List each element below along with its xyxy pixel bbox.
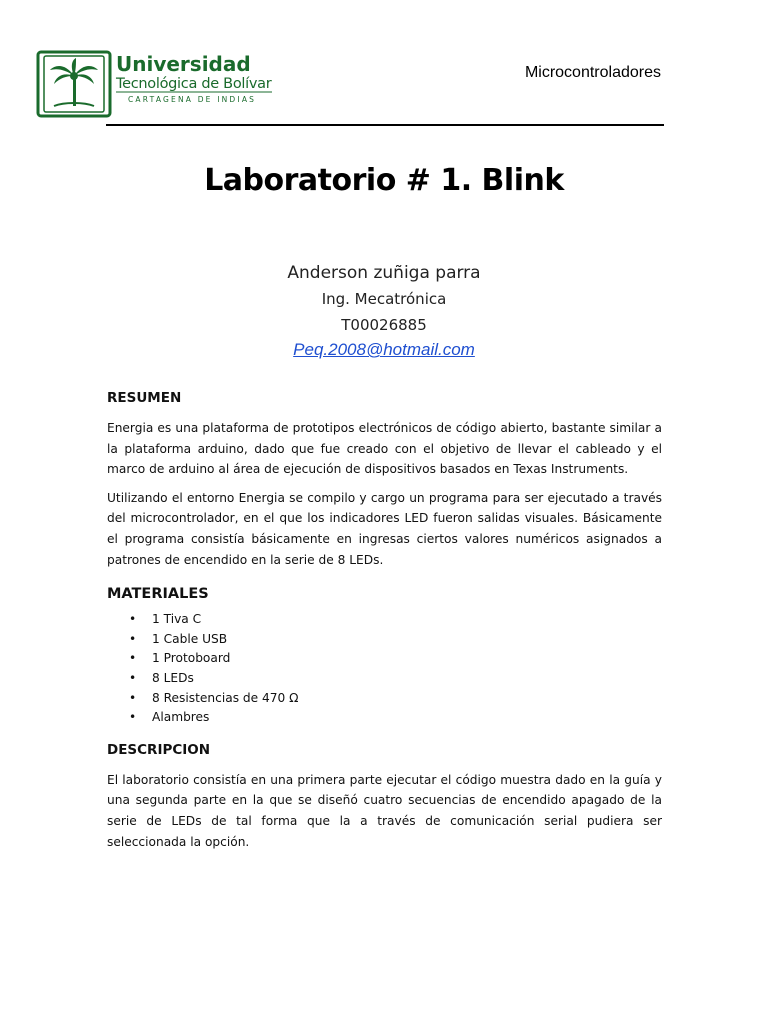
bullet-icon: • [129, 631, 137, 646]
list-item-label: 1 Tiva C [152, 612, 202, 627]
logo-line1: Universidad [116, 52, 251, 76]
palm-tree-emblem [38, 52, 110, 116]
resumen-paragraph-2: Utilizando el entorno Energia se compilo y cargo un programa para ser ejecutado a través del microcontrolador, en el que los indicadores LED fueron salidas visuales. Básicamente el programa consistía básicamente en ingresas ciertos valores numéricos asignados a patrones de encendido en la serie de 8 LEDs. [107, 490, 662, 567]
document-title: Laboratorio # 1. Blink [204, 163, 564, 198]
list-item-label: 8 Resistencias de 470 Ω [152, 690, 299, 705]
list-item [107, 689, 662, 709]
resumen-heading: RESUMEN [107, 390, 182, 406]
list-item [107, 630, 662, 650]
document-body [107, 388, 662, 860]
bullet-icon: • [129, 710, 137, 725]
bullet-icon: • [129, 670, 137, 685]
author-program: Ing. Mecatrónica [321, 290, 447, 308]
resumen-paragraph-1: Energia es una plataforma de prototipos electrónicos de código abierto, bastante similar a la plataforma arduino, dado que fue creado con el objetivo de llevar el cableado y el marco de arduino al área de ejecución de dispositivos basados en Texas Instruments. [107, 421, 662, 477]
bullet-icon: • [129, 651, 137, 666]
logo-line2: Tecnológica de Bolívar [116, 76, 272, 92]
bullet-icon: • [129, 612, 137, 627]
list-item [107, 610, 662, 630]
author-block [0, 260, 768, 362]
materials-list [107, 610, 662, 728]
bullet-icon: • [129, 690, 137, 705]
list-item-label: 1 Protoboard [152, 651, 231, 666]
list-item-label: 8 LEDs [152, 670, 194, 685]
author-id: T00026885 [341, 316, 427, 334]
header-divider [106, 124, 664, 126]
descripcion-heading: DESCRIPCION [107, 741, 211, 758]
author-name: Anderson zuñiga parra [287, 263, 481, 283]
materiales-heading: MATERIALES [107, 586, 209, 603]
author-email-link[interactable]: Peq.2008@hotmail.com [293, 340, 475, 359]
logo-line3: CARTAGENA DE INDIAS [128, 95, 257, 104]
university-logo [36, 50, 276, 118]
list-item [107, 708, 662, 728]
course-name: Microcontroladores [524, 64, 661, 81]
list-item [107, 669, 662, 689]
list-item-label: Alambres [152, 710, 210, 725]
list-item-label: 1 Cable USB [152, 631, 228, 646]
descripcion-paragraph-1: El laboratorio consistía en una primera parte ejecutar el código muestra dado en la guía y una segunda parte en la que se diseñó cuatro secuencias de encendido apagado de la serie de LEDs de tal forma que la a través de comunicación serial pudiera ser seleccionada la opción. [107, 772, 662, 849]
list-item [107, 649, 662, 669]
